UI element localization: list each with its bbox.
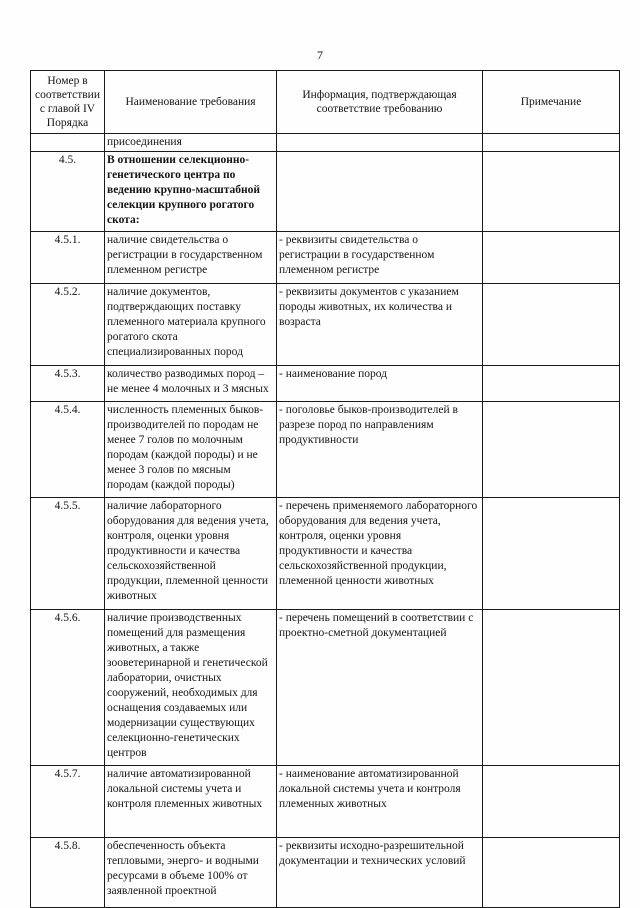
- row-requirement: В отношении селекционно-генетического центра по ведению крупно-масштабной селекции крупного рогатого скота:: [105, 152, 277, 232]
- header-confirmation: Информация, подтверждающая соответствие требованию: [277, 71, 483, 134]
- row-note: [483, 284, 620, 366]
- row-confirmation: - реквизиты документов с указанием породы животных, их количества и возраста: [277, 284, 483, 366]
- row-note: [483, 152, 620, 232]
- row-note: [483, 610, 620, 766]
- header-number: Номер в соответствии с главой IV Порядка: [31, 71, 105, 134]
- table-row: [31, 838, 620, 908]
- row-confirmation: [277, 134, 483, 152]
- row-number: [31, 134, 105, 152]
- row-requirement: наличие лабораторного оборудования для ведения учета, контроля, оценки уровня продуктивности и качества сельскохозяйственной продукции, племенной ценности животных: [105, 498, 277, 610]
- table-row: [31, 366, 620, 402]
- header-requirement: Наименование требования: [105, 71, 277, 134]
- table-row: [31, 284, 620, 366]
- row-requirement: численность племенных быков-производителей по породам не менее 7 голов по молочным породам (каждой породы) и не менее 3 голов по мясным породам (каждой породы): [105, 402, 277, 498]
- row-confirmation: - перечень помещений в соответствии с проектно-сметной документацией: [277, 610, 483, 766]
- row-requirement: наличие производственных помещений для размещения животных, а также зооветеринарной и генетической лаборатории, очистных сооружений, необходимых для оснащения создаваемых или модернизации существующих селекционно-генетических центров: [105, 610, 277, 766]
- row-requirement: наличие автоматизированной локальной системы учета и контроля племенных животных: [105, 766, 277, 838]
- table-row: [31, 134, 620, 152]
- row-number: 4.5.7.: [31, 766, 105, 838]
- page-number: 7: [317, 48, 323, 62]
- table-header-row: [31, 71, 620, 134]
- row-requirement: количество разводимых пород – не менее 4 молочных и 3 мясных: [105, 366, 277, 402]
- requirements-table: [30, 70, 620, 908]
- table-row: [31, 610, 620, 766]
- row-note: [483, 498, 620, 610]
- row-number: 4.5.2.: [31, 284, 105, 366]
- table-row: [31, 232, 620, 284]
- row-confirmation: - наименование пород: [277, 366, 483, 402]
- table-row: [31, 498, 620, 610]
- header-note: Примечание: [483, 71, 620, 134]
- row-number: 4.5.3.: [31, 366, 105, 402]
- row-note: [483, 134, 620, 152]
- row-number: 4.5.: [31, 152, 105, 232]
- row-note: [483, 366, 620, 402]
- row-confirmation: - наименование автоматизированной локальной системы учета и контроля племенных животных: [277, 766, 483, 838]
- row-confirmation: - реквизиты исходно-разрешительной документации и технических условий: [277, 838, 483, 908]
- row-number: 4.5.5.: [31, 498, 105, 610]
- row-confirmation: - перечень применяемого лабораторного оборудования для ведения учета, контроля, оценки уровня продуктивности и качества сельскохозяйственной продукции, племенной ценности животных: [277, 498, 483, 610]
- row-confirmation: [277, 152, 483, 232]
- row-requirement: наличие документов, подтверждающих поставку племенного материала крупного рогатого скота специализированных пород: [105, 284, 277, 366]
- table-row: [31, 766, 620, 838]
- row-number: 4.5.8.: [31, 838, 105, 908]
- row-requirement: присоединения: [105, 134, 277, 152]
- row-requirement: наличие свидетельства о регистрации в государственном племенном регистре: [105, 232, 277, 284]
- table-row: [31, 152, 620, 232]
- row-note: [483, 838, 620, 908]
- row-confirmation: - реквизиты свидетельства о регистрации в государственном племенном регистре: [277, 232, 483, 284]
- row-confirmation: - поголовье быков-производителей в разрезе пород по направлениям продуктивности: [277, 402, 483, 498]
- table-row: [31, 402, 620, 498]
- row-number: 4.5.1.: [31, 232, 105, 284]
- row-note: [483, 232, 620, 284]
- row-number: 4.5.6.: [31, 610, 105, 766]
- row-number: 4.5.4.: [31, 402, 105, 498]
- row-note: [483, 402, 620, 498]
- row-requirement: обеспеченность объекта тепловыми, энерго- и водными ресурсами в объеме 100% от заявленной проектной: [105, 838, 277, 908]
- row-note: [483, 766, 620, 838]
